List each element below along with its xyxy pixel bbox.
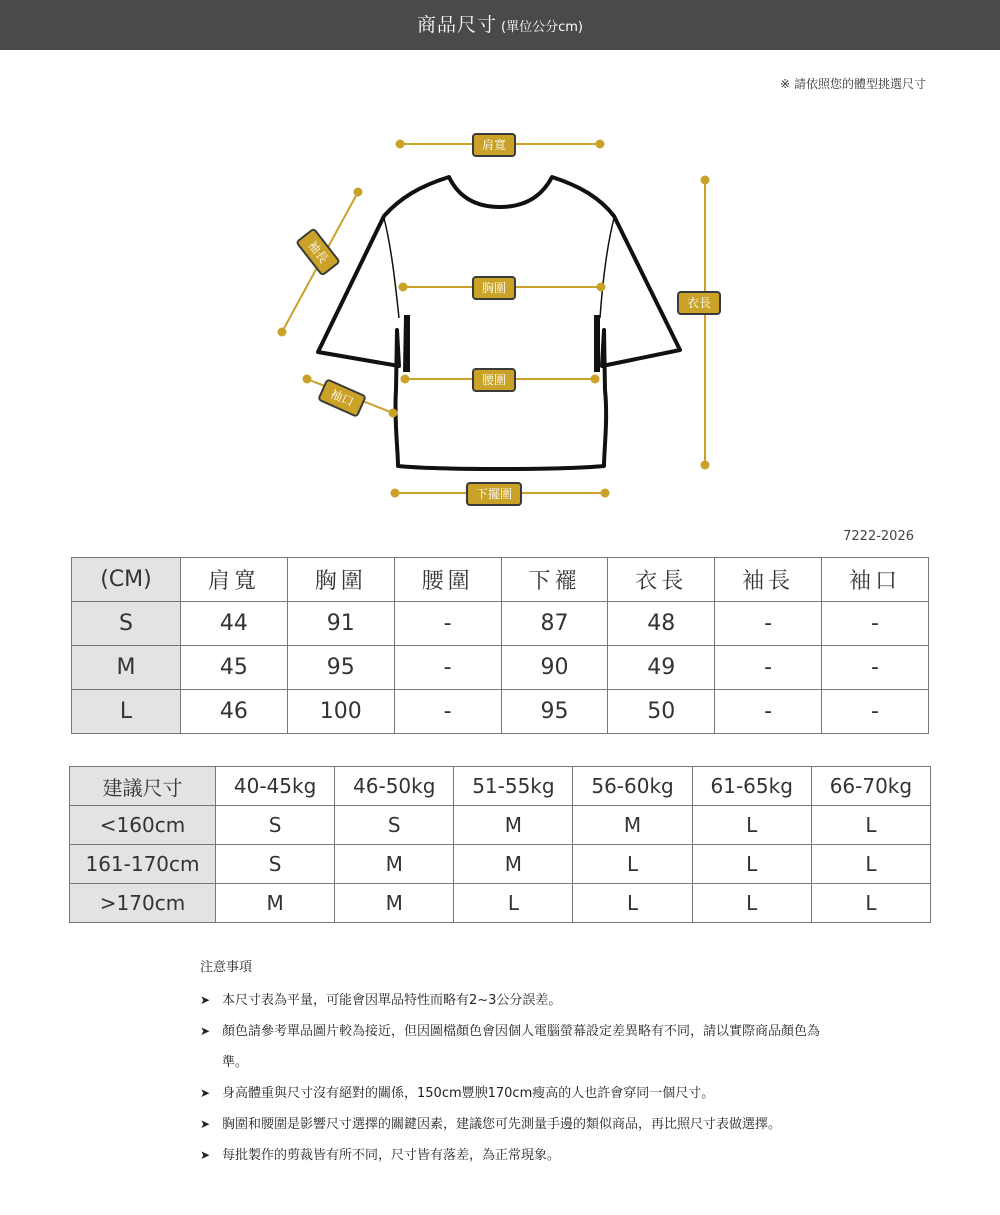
table-header-cell: 袖長 <box>715 558 822 602</box>
header-unit: (單位公分cm) <box>501 20 583 35</box>
table-cell: L <box>573 845 692 884</box>
table-cell: 95 <box>501 690 608 734</box>
note-text: 胸圍和腰圍是影響尺寸選擇的關鍵因素，建議您可先測量手邊的類似商品，再比照尺寸表做選擇。 <box>222 1117 782 1132</box>
table-cell: 87 <box>501 602 608 646</box>
table-cell: M <box>216 884 335 923</box>
note-item <box>200 985 820 1016</box>
table-cell: - <box>715 602 822 646</box>
arrow-right-icon: ➤ <box>200 993 211 1007</box>
note-item <box>200 1109 820 1140</box>
table-cell: 49 <box>608 646 715 690</box>
arrow-right-icon: ➤ <box>200 1024 211 1038</box>
table-cell: M <box>573 806 692 845</box>
size-table <box>71 557 929 734</box>
label-cuff: 袖口 <box>317 378 367 418</box>
table-header-row <box>72 558 929 602</box>
product-code: 7222-2026 <box>843 529 914 544</box>
table-cell: L <box>811 884 930 923</box>
label-waist: 腰圍 <box>472 368 516 392</box>
table-header-cell: 衣長 <box>608 558 715 602</box>
garment-diagram <box>0 100 1000 520</box>
note-text: 本尺寸表為平量，可能會因單品特性而略有2~3公分誤差。 <box>222 993 562 1008</box>
arrow-right-icon: ➤ <box>200 1148 211 1162</box>
table-row <box>70 884 931 923</box>
header-title: 商品尺寸 <box>417 14 498 36</box>
table-header-cell: 下襬 <box>501 558 608 602</box>
table-cell: S <box>216 806 335 845</box>
table-cell: - <box>394 602 501 646</box>
table-cell: - <box>822 646 929 690</box>
table-cell: L <box>811 845 930 884</box>
table-header-row <box>70 767 931 806</box>
table-cell: M <box>454 806 573 845</box>
table-cell: L <box>454 884 573 923</box>
tshirt-outline-icon <box>0 100 1000 520</box>
arrow-right-icon: ➤ <box>200 1086 211 1100</box>
note-item <box>200 1078 820 1109</box>
label-length: 衣長 <box>677 291 721 315</box>
table-cell: L <box>692 845 811 884</box>
table-cell: - <box>394 646 501 690</box>
table-cell: S <box>72 602 181 646</box>
table-cell: - <box>822 690 929 734</box>
table-cell: - <box>394 690 501 734</box>
table-row <box>72 602 929 646</box>
page-header <box>0 0 1000 50</box>
table-cell: M <box>454 845 573 884</box>
table-cell: - <box>715 646 822 690</box>
table-cell: L <box>573 884 692 923</box>
table-cell: 44 <box>181 602 288 646</box>
table-cell: L <box>72 690 181 734</box>
label-chest: 胸圍 <box>472 276 516 300</box>
note-text: 每批製作的剪裁皆有所不同，尺寸皆有落差，為正常現象。 <box>222 1148 561 1163</box>
table-cell: S <box>335 806 454 845</box>
recommend-size-table <box>69 766 931 923</box>
label-sleeve-length: 袖長 <box>295 227 341 276</box>
table-row <box>72 690 929 734</box>
table-cell: L <box>811 806 930 845</box>
table-header-cell: 腰圍 <box>394 558 501 602</box>
table-cell: M <box>72 646 181 690</box>
label-shoulder: 肩寬 <box>472 133 516 157</box>
table-cell: 50 <box>608 690 715 734</box>
table-cell: 91 <box>287 602 394 646</box>
table-header-cell: 66-70kg <box>811 767 930 806</box>
table-cell: - <box>715 690 822 734</box>
table-row <box>70 845 931 884</box>
table-header-cell: 肩寬 <box>181 558 288 602</box>
label-hem: 下擺圍 <box>466 482 522 506</box>
table-cell: M <box>335 884 454 923</box>
arrow-right-icon: ➤ <box>200 1117 211 1131</box>
table-cell: 161-170cm <box>70 845 216 884</box>
table-header-cell: 51-55kg <box>454 767 573 806</box>
table-cell: S <box>216 845 335 884</box>
table-cell: 100 <box>287 690 394 734</box>
table-row <box>70 806 931 845</box>
size-selection-note: ※ 請依照您的體型挑選尺寸 <box>780 77 926 91</box>
notes-section <box>200 956 820 1171</box>
table-header-cell: 46-50kg <box>335 767 454 806</box>
table-cell: <160cm <box>70 806 216 845</box>
note-item <box>200 1140 820 1171</box>
table-cell: L <box>692 806 811 845</box>
table-cell: - <box>822 602 929 646</box>
notes-title: 注意事項 <box>200 960 253 975</box>
table-header-cell: 袖口 <box>822 558 929 602</box>
table-cell: L <box>692 884 811 923</box>
note-item <box>200 1016 820 1078</box>
table-cell: 48 <box>608 602 715 646</box>
table-header-cell: 胸圍 <box>287 558 394 602</box>
table-header-cell: 40-45kg <box>216 767 335 806</box>
table-header-cell: 56-60kg <box>573 767 692 806</box>
note-text: 身高體重與尺寸沒有絕對的關係，150cm豐腴170cm瘦高的人也許會穿同一個尺寸。 <box>222 1086 715 1101</box>
table-row <box>72 646 929 690</box>
note-text: 顏色請參考單品圖片較為接近，但因圖檔顏色會因個人電腦螢幕設定差異略有不同，請以實際商品顏色為準。 <box>222 1024 821 1070</box>
table-header-cell: (CM) <box>72 558 181 602</box>
table-cell: 45 <box>181 646 288 690</box>
table-cell: 95 <box>287 646 394 690</box>
table-cell: >170cm <box>70 884 216 923</box>
table-header-cell: 建議尺寸 <box>70 767 216 806</box>
table-header-cell: 61-65kg <box>692 767 811 806</box>
table-cell: M <box>335 845 454 884</box>
table-cell: 90 <box>501 646 608 690</box>
table-cell: 46 <box>181 690 288 734</box>
